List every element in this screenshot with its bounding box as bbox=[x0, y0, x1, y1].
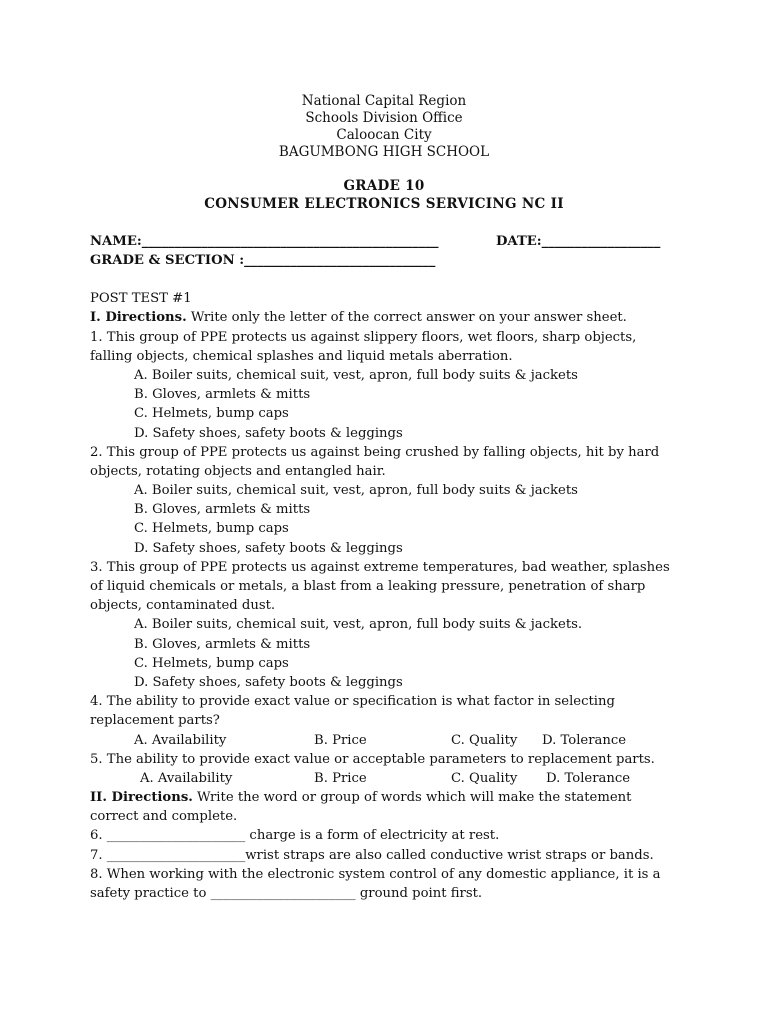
region-line: National Capital Region bbox=[301, 93, 467, 109]
q8-line2: safety practice to ______________________ ground point first. bbox=[90, 886, 483, 901]
q1-line1: 1. This group of PPE protects us against slippery floors, wet floors, sharp objects, bbox=[90, 330, 637, 345]
grade-section-field: GRADE & SECTION :_____________________________ bbox=[90, 253, 436, 268]
q3-option-b: B. Gloves, armlets & mitts bbox=[134, 637, 311, 652]
q4-option-b: B. Price bbox=[314, 733, 367, 748]
q1-line2: falling objects, chemical splashes and liquid metals aberration. bbox=[90, 349, 513, 364]
q2-line2: objects, rotating objects and entangled hair. bbox=[90, 464, 386, 479]
q3-option-a: A. Boiler suits, chemical suit, vest, apron, full body suits & jackets. bbox=[134, 617, 583, 632]
q1-option-c: C. Helmets, bump caps bbox=[134, 406, 289, 421]
date-field: DATE:__________________ bbox=[496, 234, 661, 249]
part1-heading: I. Directions. bbox=[90, 310, 187, 325]
q3-option-c: C. Helmets, bump caps bbox=[134, 656, 289, 671]
q8-line1: 8. When working with the electronic system control of any domestic appliance, it is a bbox=[90, 867, 661, 882]
q5-option-c: C. Quality bbox=[451, 771, 518, 786]
test-title: POST TEST #1 bbox=[90, 291, 192, 306]
q3-line2: of liquid chemicals or metals, a blast from a leaking pressure, penetration of sharp bbox=[90, 579, 646, 594]
part2-instruction-1: Write the word or group of words which will make the statement bbox=[197, 790, 632, 805]
q7-line: 7. _____________________wrist straps are also called conductive wrist straps or bands. bbox=[90, 848, 654, 863]
q3-line1: 3. This group of PPE protects us against extreme temperatures, bad weather, splashes bbox=[90, 560, 670, 575]
school-line: BAGUMBONG HIGH SCHOOL bbox=[278, 144, 490, 160]
q2-option-d: D. Safety shoes, safety boots & leggings bbox=[134, 541, 403, 556]
q6-line: 6. _____________________ charge is a form of electricity at rest. bbox=[90, 828, 500, 843]
q2-line1: 2. This group of PPE protects us against being crushed by falling objects, hit by hard bbox=[90, 445, 660, 460]
q4-option-a: A. Availability bbox=[134, 733, 227, 748]
q1-option-a: A. Boiler suits, chemical suit, vest, apron, full body suits & jackets bbox=[134, 368, 578, 383]
q4-line2: replacement parts? bbox=[90, 713, 220, 728]
q1-option-b: B. Gloves, armlets & mitts bbox=[134, 387, 311, 402]
q5-option-a: A. Availability bbox=[140, 771, 233, 786]
part1-instruction: Write only the letter of the correct answer on your answer sheet. bbox=[190, 310, 627, 325]
part2-instruction-2: correct and complete. bbox=[90, 809, 238, 824]
q4-line1: 4. The ability to provide exact value or specification is what factor in selecting bbox=[90, 694, 615, 709]
grade-title: GRADE 10 bbox=[343, 178, 425, 194]
city-line: Caloocan City bbox=[336, 127, 432, 143]
q5-option-d: D. Tolerance bbox=[546, 771, 631, 786]
q4-option-c: C. Quality bbox=[451, 733, 518, 748]
q2-option-a: A. Boiler suits, chemical suit, vest, apron, full body suits & jackets bbox=[134, 483, 578, 498]
subject-title: CONSUMER ELECTRONICS SERVICING NC II bbox=[204, 196, 564, 212]
q2-option-b: B. Gloves, armlets & mitts bbox=[134, 502, 311, 517]
q5-line1: 5. The ability to provide exact value or acceptable parameters to replacement parts. bbox=[90, 752, 655, 767]
q1-option-d: D. Safety shoes, safety boots & leggings bbox=[134, 426, 403, 441]
q4-option-d: D. Tolerance bbox=[542, 733, 627, 748]
office-line: Schools Division Office bbox=[305, 110, 463, 126]
part1-directions bbox=[90, 308, 627, 327]
q3-line3: objects, contaminated dust. bbox=[90, 598, 276, 613]
q3-option-d: D. Safety shoes, safety boots & leggings bbox=[134, 675, 403, 690]
q2-option-c: C. Helmets, bump caps bbox=[134, 521, 289, 536]
q5-option-b: B. Price bbox=[314, 771, 367, 786]
part2-heading: II. Directions. bbox=[90, 790, 193, 805]
name-field: NAME:_____________________________________________ bbox=[90, 234, 439, 249]
part2-directions bbox=[90, 788, 631, 807]
